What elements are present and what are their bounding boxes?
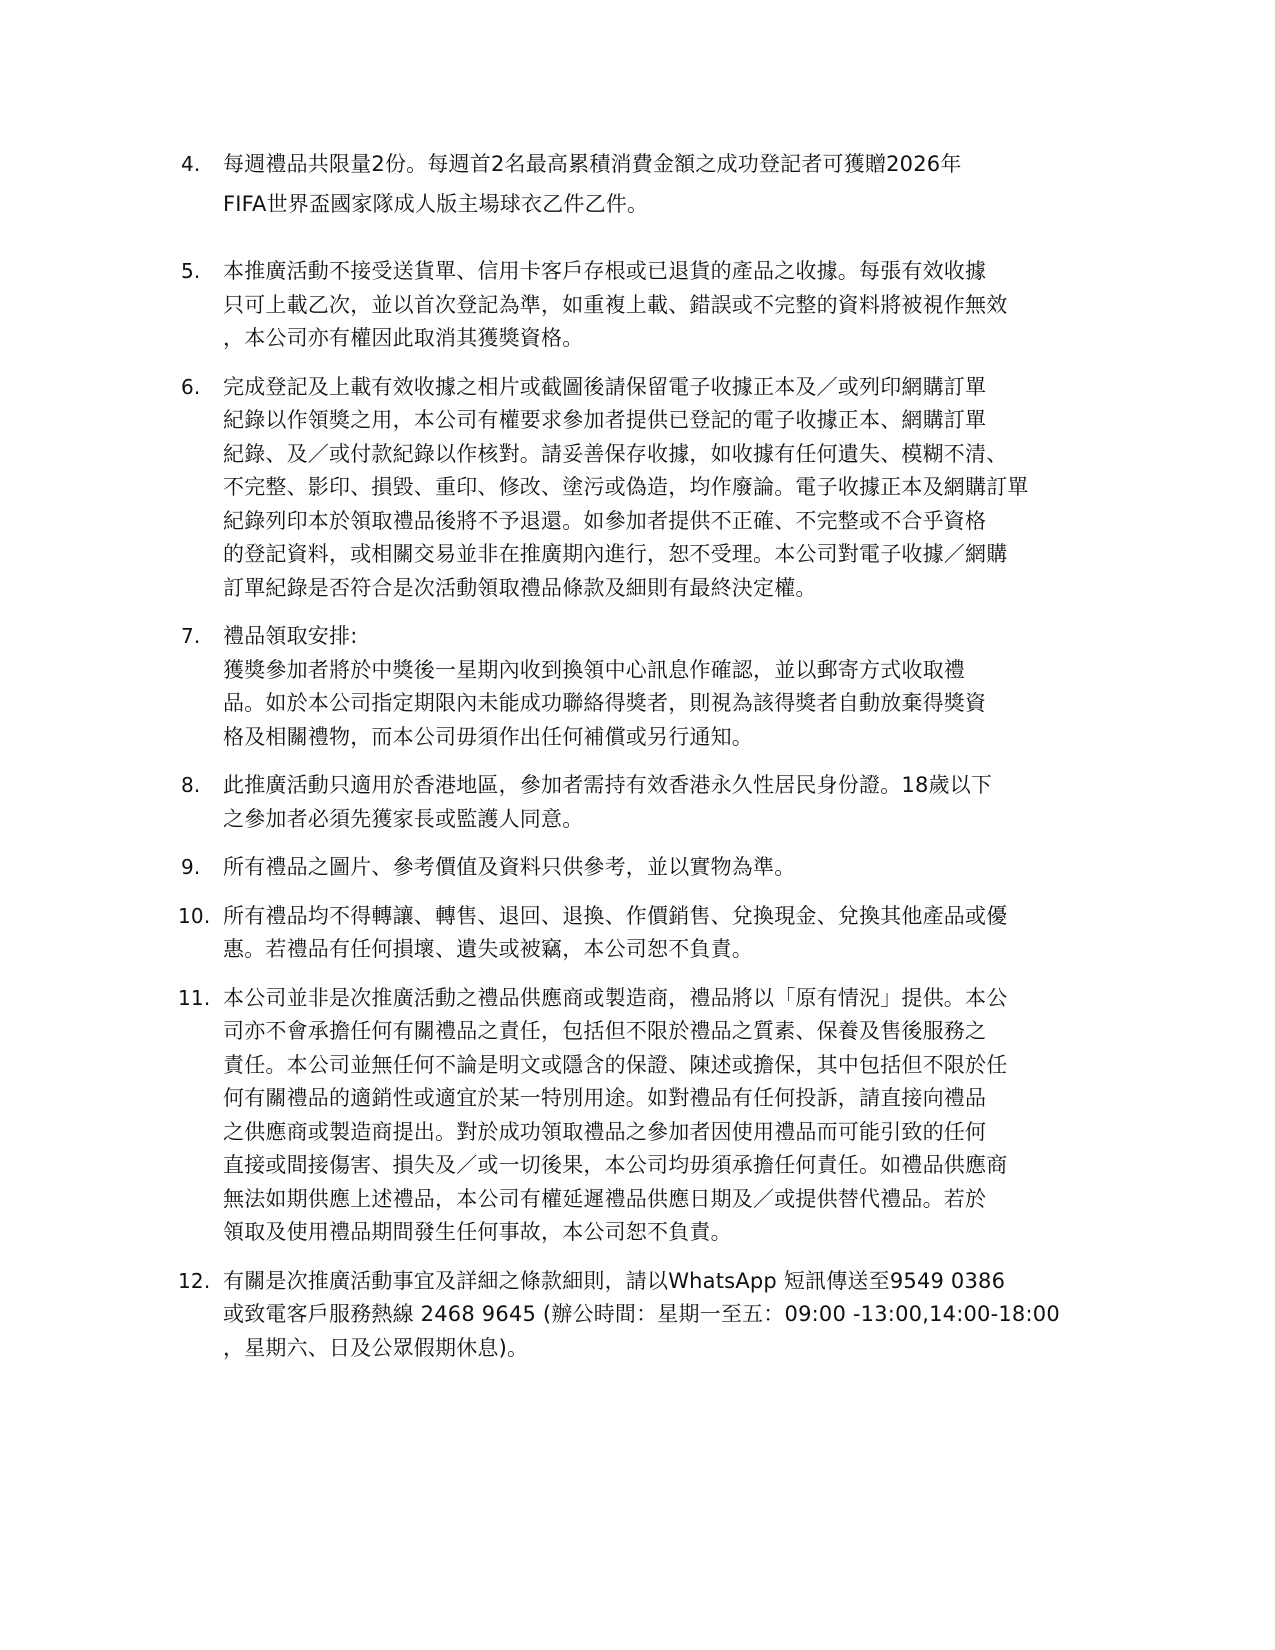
term-item-8 bbox=[181, 769, 1091, 836]
term-number: 6. bbox=[181, 374, 201, 399]
term-number: 9. bbox=[181, 855, 201, 879]
term-line: 有關是次推廣活動事宜及詳細之條款細則，請以WhatsApp 短訊傳送至9549 0386 bbox=[223, 1268, 1006, 1293]
term-line: 之供應商或製造商提出。對於成功領取禮品之參加者因使用禮品而可能引致的任何 bbox=[223, 1119, 987, 1144]
term-line: 所有禮品均不得轉讓、轉售、退回、退換、作價銷售、兌換現金、兌換其他產品或優 bbox=[223, 903, 1008, 928]
term-line: 格及相關禮物，而本公司毋須作出任何補償或另行通知。 bbox=[223, 724, 753, 749]
term-line: 訂單紀錄是否符合是次活動領取禮品條款及細則有最終決定權。 bbox=[223, 575, 817, 600]
term-heading: 禮品領取安排: bbox=[223, 624, 358, 648]
term-line: 何有關禮品的適銷性或適宜於某一特別用途。如對禮品有任何投訴，請直接向禮品 bbox=[223, 1086, 987, 1110]
term-line: 只可上載乙次，並以首次登記為準，如重複上載、錯誤或不完整的資料將被視作無效 bbox=[223, 292, 1008, 317]
term-number: 10. bbox=[178, 903, 211, 928]
term-line: 此推廣活動只適用於香港地區，參加者需持有效香港永久性居民身份證。18歲以下 bbox=[223, 773, 993, 797]
term-line: 本推廣活動不接受送貨單、信用卡客戶存根或已退貨的產品之收據。每張有效收據 bbox=[223, 259, 987, 283]
term-line: ，本公司亦有權因此取消其獲獎資格。 bbox=[223, 326, 584, 350]
term-line: 的登記資料，或相關交易並非在推廣期內進行，恕不受理。本公司對電子收據／網購 bbox=[223, 542, 1008, 566]
term-line: 直接或間接傷害、損失及／或一切後果，本公司均毋須承擔任何責任。如禮品供應商 bbox=[223, 1153, 1008, 1177]
term-line: 或致電客戶服務熱線 2468 9645 (辦公時間：星期一至五：09:00 -13:00,14:00-18:00 bbox=[223, 1302, 1060, 1326]
term-number: 12. bbox=[178, 1268, 211, 1293]
term-line: 品。如於本公司指定期限內未能成功聯絡得獎者，則視為該得獎者自動放棄得獎資 bbox=[223, 691, 987, 715]
term-item-11 bbox=[178, 982, 1091, 1250]
term-line: 紀錄、及／或付款紀錄以作核對。請妥善保存收據，如收據有任何遺失、模糊不清、 bbox=[223, 441, 1008, 466]
term-line: 紀錄以作領獎之用，本公司有權要求參加者提供已登記的電子收據正本、網購訂單 bbox=[223, 408, 987, 432]
term-number: 5. bbox=[181, 259, 201, 283]
term-line: ，星期六、日及公眾假期休息)。 bbox=[223, 1335, 529, 1360]
term-line: 之參加者必須先獲家長或監護人同意。 bbox=[223, 806, 584, 831]
term-number: 8. bbox=[181, 773, 201, 797]
term-line: 不完整、影印、損毀、重印、修改、塗污或偽造，均作廢論。電子收據正本及網購訂單 bbox=[223, 475, 1029, 499]
term-line: 完成登記及上載有效收據之相片或截圖後請保留電子收據正本及／或列印網購訂單 bbox=[223, 374, 987, 399]
term-item-10 bbox=[178, 900, 1091, 967]
terms-list bbox=[178, 148, 1091, 1365]
term-number: 7. bbox=[181, 624, 201, 648]
term-line: 惠。若禮品有任何損壞、遺失或被竊，本公司恕不負責。 bbox=[223, 937, 753, 961]
term-number: 11. bbox=[178, 985, 211, 1010]
term-number: 4. bbox=[181, 152, 201, 176]
term-line: 無法如期供應上述禮品，本公司有權延遲禮品供應日期及／或提供替代禮品。若於 bbox=[223, 1186, 987, 1211]
term-line: 每週禮品共限量2份。每週首2名最高累積消費金額之成功登記者可獲贈2026年 bbox=[223, 152, 962, 176]
term-line: 所有禮品之圖片、參考價值及資料只供參考，並以實物為準。 bbox=[223, 855, 796, 879]
term-item-12 bbox=[178, 1265, 1091, 1366]
term-line: 司亦不會承擔任何有關禮品之責任，包括但不限於禮品之質素、保養及售後服務之 bbox=[223, 1019, 987, 1043]
term-item-9 bbox=[181, 851, 1091, 885]
term-line: FIFA世界盃國家隊成人版主場球衣乙件乙件。 bbox=[223, 191, 649, 216]
term-line: 責任。本公司並無任何不論是明文或隱含的保證、陳述或擔保，其中包括但不限於任 bbox=[223, 1052, 1008, 1077]
term-line: 領取及使用禮品期間發生任何事故，本公司恕不負責。 bbox=[223, 1220, 732, 1244]
term-line: 本公司並非是次推廣活動之禮品供應商或製造商，禮品將以「原有情況」提供。本公 bbox=[223, 985, 1008, 1010]
term-line: 獲獎參加者將於中獎後一星期內收到換領中心訊息作確認，並以郵寄方式收取禮 bbox=[223, 657, 965, 682]
term-item-7 bbox=[181, 620, 1091, 754]
term-item-6 bbox=[181, 371, 1091, 606]
term-item-4 bbox=[181, 148, 1091, 221]
term-line: 紀錄列印本於領取禮品後將不予退還。如參加者提供不正確、不完整或不合乎資格 bbox=[223, 508, 987, 533]
term-item-5 bbox=[181, 255, 1091, 356]
